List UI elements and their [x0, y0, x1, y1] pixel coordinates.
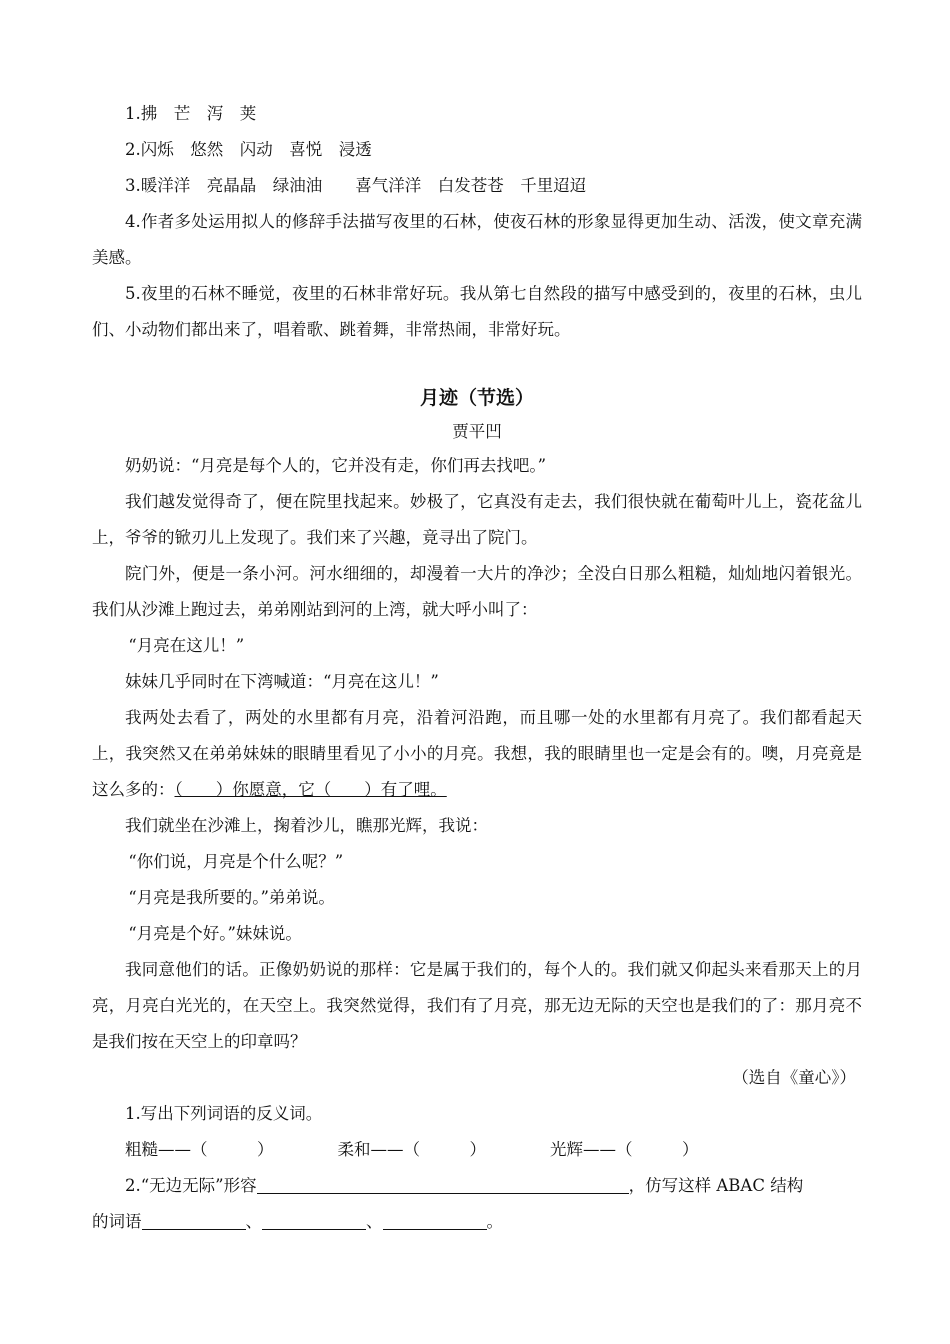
question-2-text-end: 的词语	[92, 1212, 142, 1231]
answer-2: 2.闪烁 悠然 闪动 喜悦 浸透	[125, 140, 372, 159]
passage-paragraph-3: 院门外，便是一条小河。河水细细的，却漫着一大片的净沙；全没白日那么粗糙，灿灿地闪着银光。我们从沙滩上跑过去，弟弟刚站到河的上湾，就大呼小叫了：	[92, 564, 862, 619]
passage-paragraph-4: “月亮在这儿！”	[128, 636, 245, 655]
answer-blank-1[interactable]	[142, 1209, 246, 1230]
answer-3: 3.暖洋洋 亮晶晶 绿油油 喜气洋洋 白发苍苍 千里迢迢	[125, 176, 587, 195]
passage-author: 贾平凹	[452, 422, 502, 441]
passage-paragraph-5: 妹妹几乎同时在下湾喊道：“月亮在这儿！”	[125, 672, 439, 691]
passage-paragraph-7: 我们就坐在沙滩上，掬着沙儿，瞧那光辉，我说：	[125, 816, 488, 835]
passage-paragraph-1: 奶奶说：“月亮是每个人的，它并没有走，你们再去找吧。”	[125, 456, 547, 475]
answer-5: 5.夜里的石林不睡觉，夜里的石林非常好玩。我从第七自然段的描写中感受到的，夜里的石林，虫儿们、小动物们都出来了，唱着歌、跳着舞，非常热闹，非常好玩。	[92, 284, 862, 339]
answer-blank-2[interactable]	[262, 1209, 366, 1230]
answer-1: 1.拂 芒 泻 荚	[125, 104, 257, 123]
question-2-text-cont: ，仿写这样 ABAC 结构	[628, 1176, 804, 1195]
question-2-line-2	[92, 1204, 862, 1240]
paragraph-6-text: 我两处去看了，两处的水里都有月亮，沿着河沿跑，而且哪一处的水里都有月亮了。我们都看起天上，我突然又在弟弟妹妹的眼睛里看见了小小的月亮。我想，我的眼睛里也一定是会有的。噢，月亮竟是这么多的：	[92, 708, 862, 799]
passage-paragraph-11: 我同意他们的话。正像奶奶说的那样：它是属于我们的，每个人的。我们就又仰起头来看那天上的月亮，月亮白光光的，在天空上。我突然觉得，我们有了月亮，那无边无际的天空也是我们的了：那月亮不是我们按在天空上的印章吗？	[92, 960, 862, 1051]
passage-paragraph-9: “月亮是我所要的。”弟弟说。	[128, 888, 335, 907]
antonym-item-1[interactable]: 粗糙——（ ）	[125, 1140, 274, 1159]
passage-paragraph-8: “你们说，月亮是个什么呢？”	[128, 852, 344, 871]
antonym-item-3[interactable]: 光辉——（ ）	[550, 1140, 699, 1159]
question-1: 1.写出下列词语的反义词。	[125, 1104, 323, 1123]
passage-source: （选自《童心》）	[732, 1068, 856, 1087]
fill-blank-sentence: （ ）你愿意，它（ ）有了哩。	[174, 780, 447, 799]
period: 。	[486, 1212, 503, 1231]
antonym-item-2[interactable]: 柔和——（ ）	[337, 1140, 486, 1159]
passage-paragraph-2: 我们越发觉得奇了，便在院里找起来。妙极了，它真没有走去，我们很快就在葡萄叶儿上，瓷花盆儿上，爷爷的锨刃儿上发现了。我们来了兴趣，竟寻出了院门。	[92, 492, 862, 547]
passage-paragraph-10: “月亮是个好。”妹妹说。	[128, 924, 302, 943]
question-1-items	[92, 1132, 862, 1168]
answer-4: 4.作者多处运用拟人的修辞手法描写夜里的石林，使夜石林的形象显得更加生动、活泼，使文章充满美感。	[92, 212, 862, 267]
passage-paragraph-6	[92, 700, 862, 808]
answer-blank-3[interactable]	[383, 1209, 487, 1230]
answer-blank-long[interactable]	[257, 1173, 629, 1194]
separator: 、	[366, 1212, 383, 1231]
document-page	[92, 96, 862, 1240]
question-2	[92, 1168, 862, 1204]
separator: 、	[245, 1212, 262, 1231]
passage-title: 月迹（节选）	[419, 387, 534, 409]
question-2-text: 2.“无边无际”形容	[125, 1176, 257, 1195]
